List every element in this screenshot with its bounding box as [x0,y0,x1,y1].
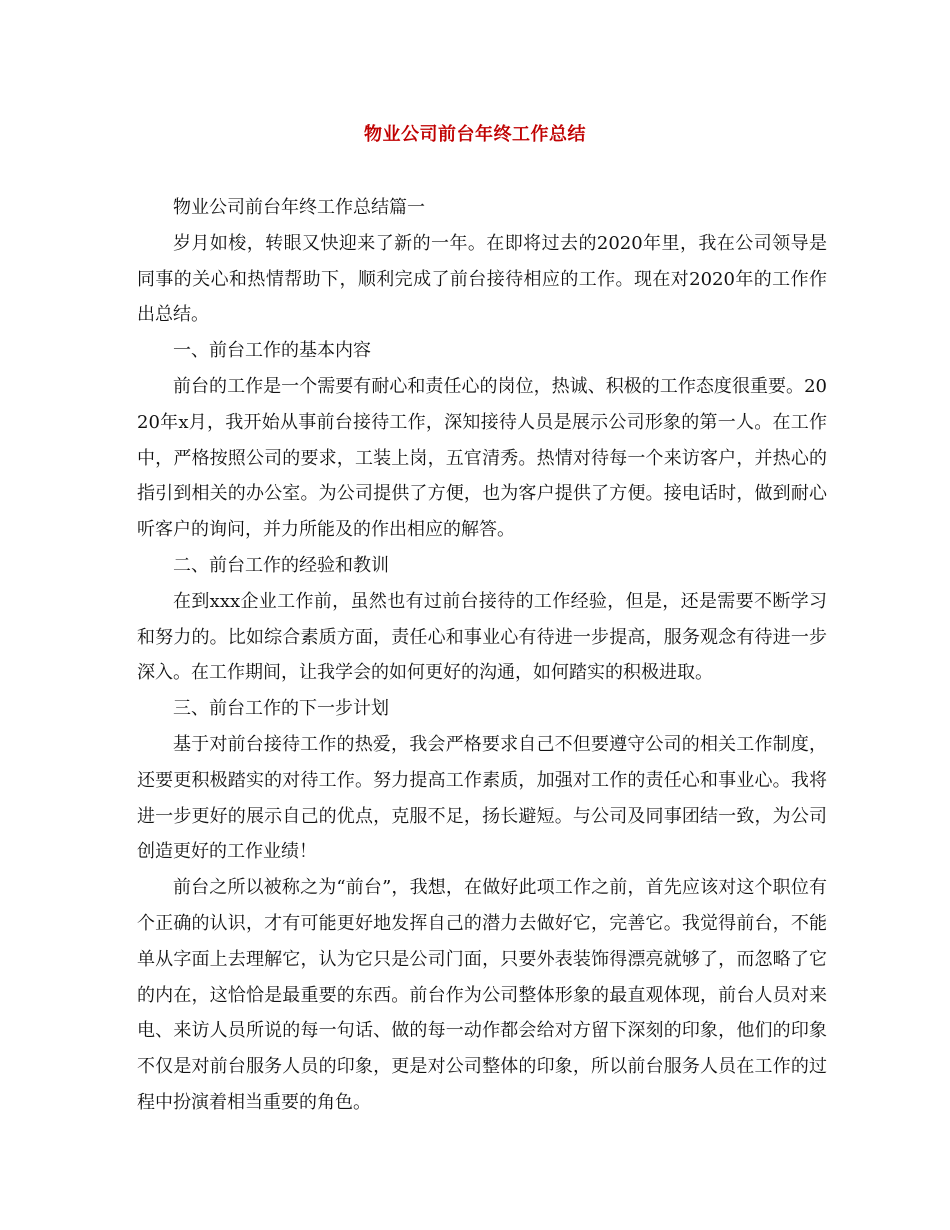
section-heading-basic-content: 一、前台工作的基本内容 [173,340,371,362]
document-title: 物业公司前台年终工作总结 [364,124,586,145]
next-plan-paragraph: 基于对前台接待工作的热爱，我会严格要求自己不但要遵守公司的相关工作制度，还要更积极踏实的对待工作。努力提高工作素质，加强对工作的责任心和事业心。我将进一步更好的展示自己的优点，克服不足，扬长避短。与公司及同事团结一致，为公司创造更好的工作业绩！ [137,733,827,863]
intro-paragraph: 岁月如梭，转眼又快迎来了新的一年。在即将过去的2020年里，我在公司领导是同事的关心和热情帮助下，顺利完成了前台接待相应的工作。现在对2020年的工作作出总结。 [137,232,827,326]
section-heading-part-one: 物业公司前台年终工作总结篇一 [173,197,425,218]
section-heading-experience: 二、前台工作的经验和教训 [173,554,389,576]
basic-content-paragraph: 前台的工作是一个需要有耐心和责任心的岗位，热诚、积极的工作态度很重要。2020年x月，我开始从事前台接待工作，深知接待人员是展示公司形象的第一人。在工作中，严格按照公司的要求，工装上岗，五官清秀。热情对待每一个来访客户，并热心的指引到相关的办公室。为公司提供了方便，也为客户提供了方便。接电话时，做到耐心听客户的询问，并力所能及的作出相应的解答。 [137,375,827,541]
front-desk-role-paragraph: 前台之所以被称之为“前台”，我想，在做好此项工作之前，首先应该对这个职位有个正确的认识，才有可能更好地发挥自己的潜力去做好它，完善它。我觉得前台，不能单从字面上去理解它，认为它只是公司门面，只要外表装饰得漂亮就够了，而忽略了它的内在，这恰恰是最重要的东西。前台作为公司整体形象的最直观体现，前台人员对来电、来访人员所说的每一句话、做的每一动作都会给对方留下深刻的印象，他们的印象不仅是对前台服务人员的印象，更是对公司整体的印象，所以前台服务人员在工作的过程中扮演着相当重要的角色。 [137,877,827,1113]
section-heading-next-plan: 三、前台工作的下一步计划 [173,698,389,720]
experience-paragraph: 在到xxx企业工作前，虽然也有过前台接待的工作经验，但是，还是需要不断学习和努力的。比如综合素质方面，责任心和事业心有待进一步提高，服务观念有待进一步深入。在工作期间，让我学会的如何更好的沟通，如何踏实的积极进取。 [137,590,827,684]
document-body [137,190,827,1121]
